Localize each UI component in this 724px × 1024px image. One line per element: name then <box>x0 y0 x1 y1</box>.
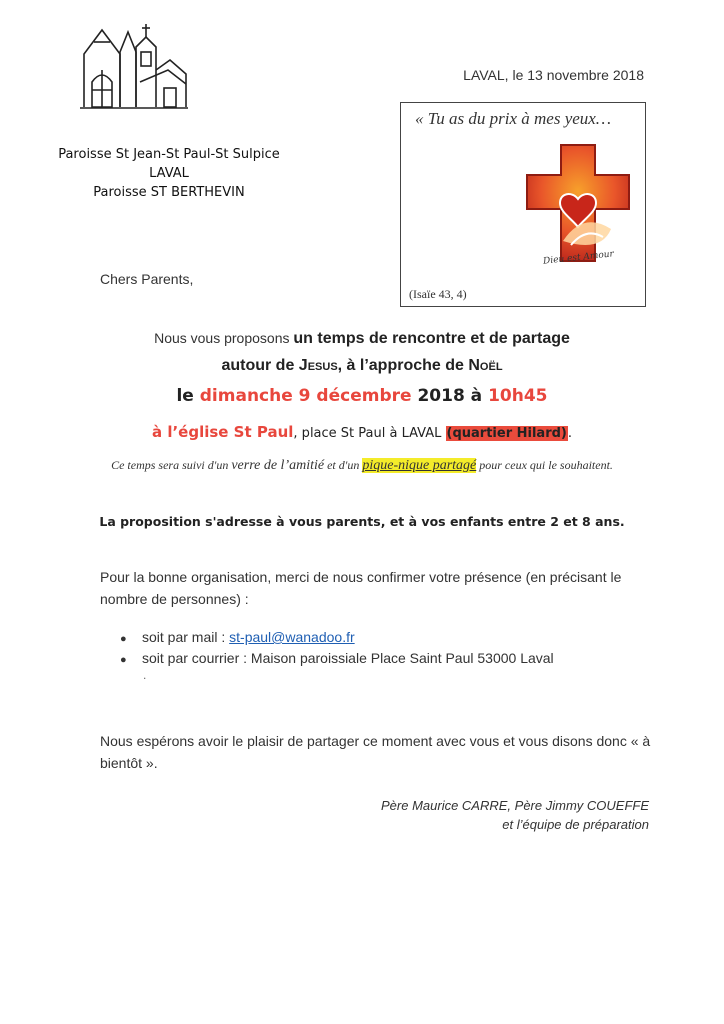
followup-a: Ce temps sera suivi d'un <box>111 458 229 472</box>
proposal-statement: La proposition s'adresse à vous parents, et à vos enfants entre 2 et 8 ans. <box>99 514 625 529</box>
mail-link[interactable]: st-paul@wanadoo.fr <box>229 629 355 645</box>
invitation-highlight: un temps de rencontre et de partage <box>293 330 570 347</box>
post-label: soit par courrier : Maison paroissiale Place Saint Paul 53000 Laval <box>142 650 554 666</box>
event-year: 2018 à <box>417 386 483 406</box>
quote-reference: (Isaïe 43, 4) <box>409 287 467 301</box>
parish-line-3: Paroisse ST BERTHEVIN <box>93 185 245 200</box>
bullet-icon: ● <box>120 633 127 645</box>
followup-c: et d'un <box>327 458 360 472</box>
event-time: 10h45 <box>488 386 548 406</box>
church-logo-icon <box>80 22 190 110</box>
noel-word: Noël <box>468 357 503 374</box>
list-item <box>120 649 554 670</box>
followup-b: verre de l’amitié <box>231 458 325 473</box>
list-item <box>120 628 554 649</box>
bible-quote: « Tu as du prix à mes yeux… <box>415 109 611 128</box>
image-caption: Dieu est Amour <box>542 249 615 267</box>
stray-dot: . <box>143 668 147 682</box>
event-quarter: (quartier Hilard) <box>446 426 567 441</box>
closing-paragraph: Nous espérons avoir le plaisir de partager ce moment avec vous et vous disons donc « à bientôt ». <box>100 733 651 771</box>
date-prefix: le <box>176 386 194 406</box>
contact-list <box>120 628 554 670</box>
invitation-line-1 <box>0 330 724 348</box>
event-address: , place St Paul à LAVAL <box>293 426 442 441</box>
signature <box>381 796 649 834</box>
followup-e: pour ceux qui le souhaitent. <box>479 458 613 472</box>
parish-line-1: Paroisse St Jean-St Paul-St Sulpice <box>58 147 280 162</box>
event-date: dimanche 9 décembre <box>199 386 412 406</box>
invitation-line-2 <box>0 357 724 375</box>
event-followup-line <box>0 458 724 474</box>
organisation-paragraph: Pour la bonne organisation, merci de nous confirmer votre présence (en précisant le nombre de personnes) : <box>100 569 622 607</box>
picnic-highlight: pique-nique partagé <box>362 458 477 473</box>
jesus-word: Jesus <box>298 357 338 374</box>
signature-line-2: et l’équipe de préparation <box>502 817 649 832</box>
heart-cross-icon <box>523 141 633 271</box>
signature-line-1: Père Maurice CARRE, Père Jimmy COUEFFE <box>381 798 649 813</box>
greeting: Chers Parents, <box>100 271 194 287</box>
event-place-line <box>0 423 724 441</box>
place-end: . <box>567 426 573 441</box>
parish-line-2: LAVAL <box>149 166 189 181</box>
bullet-icon: ● <box>120 654 127 666</box>
letter-date: LAVAL, le 13 novembre 2018 <box>463 67 644 83</box>
line2-b: , à l’approche de <box>337 357 464 374</box>
parish-header <box>24 145 314 202</box>
event-church: à l’église St Paul <box>151 423 294 441</box>
line2-a: autour de <box>221 357 295 374</box>
invitation-prefix: Nous vous proposons <box>154 330 290 346</box>
event-date-line <box>0 386 724 406</box>
quote-box <box>400 102 646 307</box>
mail-label: soit par mail : <box>142 629 230 645</box>
